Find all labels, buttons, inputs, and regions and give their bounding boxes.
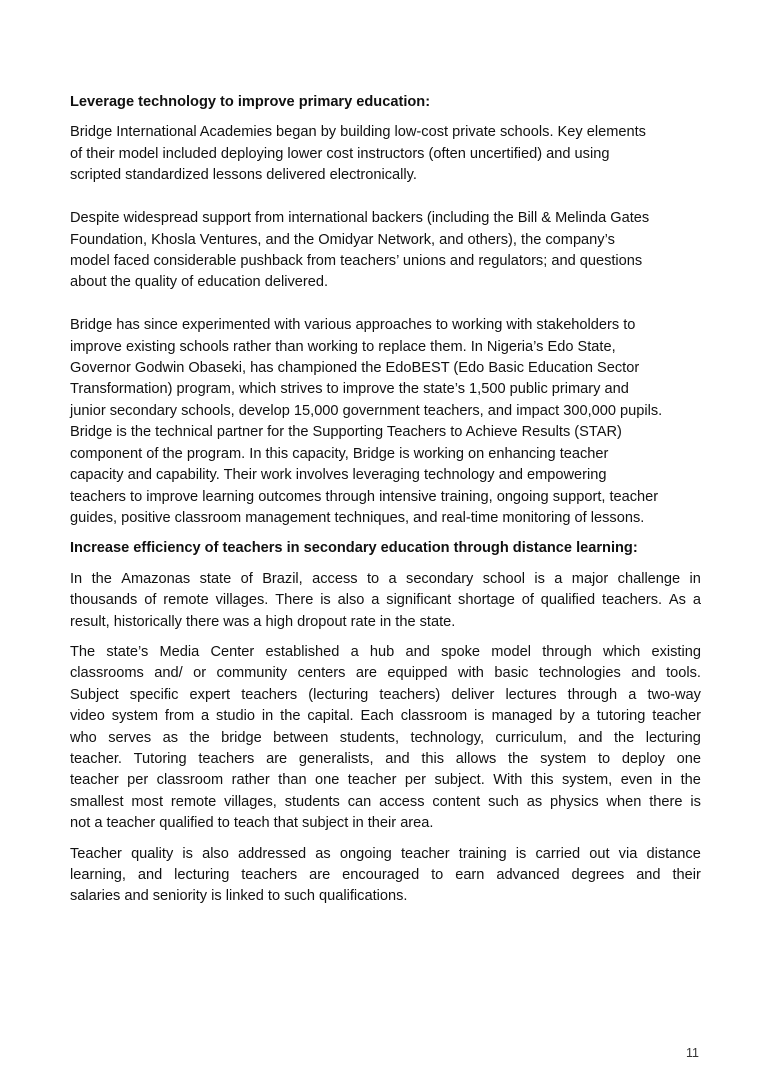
text-line: Despite widespread support from international backers (including the Bill & Melinda Gates: [70, 210, 650, 227]
text-line: learning, and lecturing teachers are encouraged to earn advanced degrees and their: [70, 867, 701, 883]
text-line: thousands of remote villages. There is also a significant shortage of qualified teachers. As a: [70, 592, 701, 609]
text-line: Foundation, Khosla Ventures, and the Omidyar Network, and others), the company’s: [70, 231, 615, 248]
section-heading-primary-education: Leverage technology to improve primary education:: [70, 94, 431, 110]
paragraph-edobest-program: [70, 315, 701, 529]
section-heading-distance-learning: Increase efficiency of teachers in secondary education through distance learning:: [70, 540, 638, 557]
text-line: of their model included deploying lower cost instructors (often uncertified) and using: [70, 145, 610, 162]
text-line: teacher. Tutoring teachers are generalists, and this allows the system to deploy one: [70, 750, 701, 767]
text-line: component of the program. In this capacity, Bridge is working on enhancing teacher: [70, 445, 609, 462]
text-line: who serves as the bridge between students, technology, curriculum, and the lecturing: [70, 729, 701, 746]
paragraph-bridge-intro: [70, 122, 701, 186]
text-line: junior secondary schools, develop 15,000 government teachers, and impact 300,000 pupils.: [70, 402, 663, 419]
text-line: improve existing schools rather than working to replace them. In Nigeria’s Edo State,: [70, 338, 616, 355]
text-line: In the Amazonas state of Brazil, access to a secondary school is a major challenge in: [70, 570, 701, 587]
text-line: smallest most remote villages, students can access content such as physics when there is: [70, 793, 701, 810]
text-line: teacher per classroom rather than one teacher per subject. With this system, even in the: [70, 772, 701, 789]
text-line: Bridge International Academies began by building low-cost private schools. Key elements: [70, 124, 646, 141]
text-line: Governor Godwin Obaseki, has championed the EdoBEST (Edo Basic Education Sector: [70, 360, 640, 377]
text-line: teachers to improve learning outcomes through intensive training, ongoing support, teacher: [70, 488, 659, 505]
text-line: salaries and seniority is linked to such qualifications.: [70, 888, 408, 905]
text-line: result, historically there was a high dropout rate in the state.: [70, 613, 456, 630]
paragraph-backers-pushback: [70, 208, 701, 294]
text-line: scripted standardized lessons delivered electronically.: [70, 167, 417, 184]
paragraph-teacher-quality: [70, 844, 701, 908]
page-number: 11: [686, 1046, 699, 1060]
text-line: Transformation) program, which strives to improve the state’s 1,500 public primary and: [70, 381, 629, 398]
text-line: Bridge has since experimented with various approaches to working with stakeholders to: [70, 317, 636, 334]
text-line: The state’s Media Center established a hub and spoke model through which existing: [70, 643, 701, 660]
text-line: guides, positive classroom management techniques, and real-time monitoring of lessons.: [70, 509, 645, 526]
text-line: about the quality of education delivered.: [70, 274, 329, 291]
text-line: model faced considerable pushback from teachers’ unions and regulators; and questions: [70, 252, 643, 269]
text-line: capacity and capability. Their work involves leveraging technology and empowering: [70, 467, 607, 484]
paragraph-amazonas-challenge: [70, 569, 701, 633]
text-line: Bridge is the technical partner for the Supporting Teachers to Achieve Results (STAR): [70, 424, 622, 441]
text-line: Teacher quality is also addressed as ongoing teacher training is carried out via distance: [70, 845, 701, 862]
text-line: video system from a studio in the capital. Each classroom is managed by a tutoring teacher: [70, 708, 701, 725]
text-line: Subject specific expert teachers (lecturing teachers) deliver lectures through a two-way: [70, 686, 701, 703]
paragraph-media-center-model: [70, 642, 701, 835]
document-page: [70, 92, 701, 908]
text-line: not a teacher qualified to teach that subject in their area.: [70, 815, 434, 832]
text-line: classrooms and/ or community centers are equipped with basic technologies and tools.: [70, 665, 701, 682]
